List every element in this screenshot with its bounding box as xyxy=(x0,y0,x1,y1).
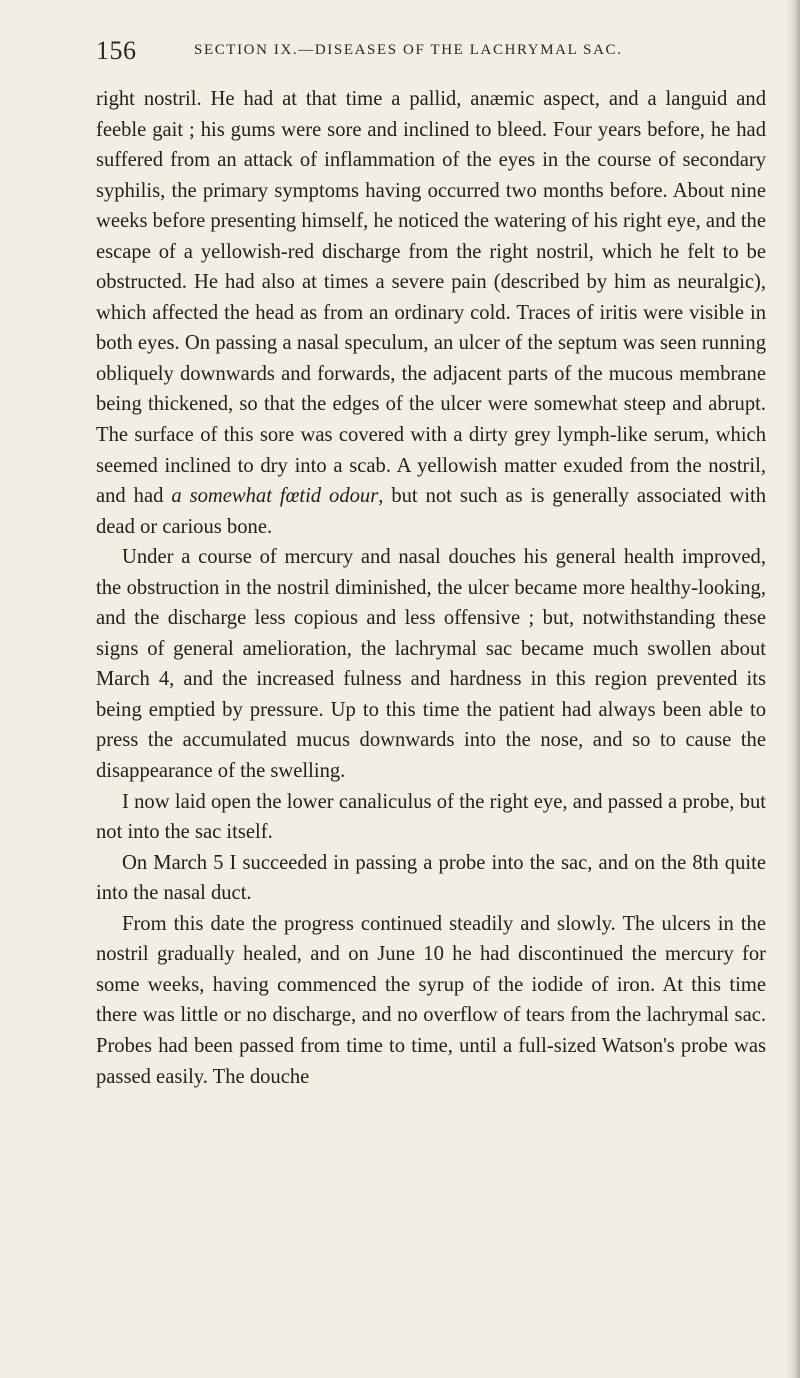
paragraph-2: Under a course of mercury and nasal douches his general health improved, the obstruction in the nostril diminished, the ulcer became more healthy-looking, and the discharge less copious and less offensive ; but, notwithstanding these signs of general amelioration, the lachrymal sac became much swollen about March 4, and the increased fulness and hardness in this region prevented its being emptied by pressure. Up to this time the patient had always been able to press the accumulated mucus downwards into the nose, and so to cause the disappearance of the swelling. xyxy=(96,546,766,783)
paragraph-3: I now laid open the lower canaliculus of the right eye, and passed a probe, but not into the sac itself. xyxy=(96,790,766,844)
paragraph-5: From this date the progress continued steadily and slowly. The ulcers in the nostril gradually healed, and on June 10 he had discontinued the mercury for some weeks, having commenced the syrup of the iodide of iron. At this time there was little or no discharge, and no overflow of tears from the lachrymal sac. Probes had been passed from time to time, until a full-sized Watson's probe was passed easily. The douche xyxy=(96,912,766,1088)
page-edge-shadow xyxy=(786,0,800,1378)
section-title: SECTION IX.—DISEASES OF THE LACHRYMAL SAC. xyxy=(194,42,623,58)
paragraph-4: On March 5 I succeeded in passing a probe into the sac, and on the 8th quite into the nasal duct. xyxy=(96,851,766,905)
running-head xyxy=(96,36,746,72)
italic-phrase: a somewhat fœtid odour xyxy=(171,485,379,508)
body-text xyxy=(96,84,766,1092)
paragraph-1-text: right nostril. He had at that time a pallid, anæmic aspect, and a languid and feeble gait ; his gums were sore and inclined to bleed. Four years before, he had suffered from an attack of inflammation of the eyes in the course of secondary syphilis, the primary symptoms having occurred two months before. About nine weeks before presenting himself, he noticed the watering of his right eye, and the escape of a yellowish-red discharge from the right nostril, which he felt to be obstructed. He had also at times a severe pain (described by him as neuralgic), which affected the head as from an ordinary cold. Traces of iritis were visible in both eyes. On passing a nasal speculum, an ulcer of the septum was seen running obliquely downwards and forwards, the adjacent parts of the mucous membrane being thickened, so that the edges of the ulcer were somewhat steep and abrupt. The surface of this sore was covered with a dirty grey lymph-like serum, which seemed inclined to dry into a scab. A yellowish matter exuded from the nostril, and had xyxy=(96,88,766,508)
paragraph-1 xyxy=(96,84,766,542)
paragraph-1-text-end: , but not such as is generally associated with dead or carious bone. xyxy=(96,485,766,538)
page-number: 156 xyxy=(96,36,137,65)
